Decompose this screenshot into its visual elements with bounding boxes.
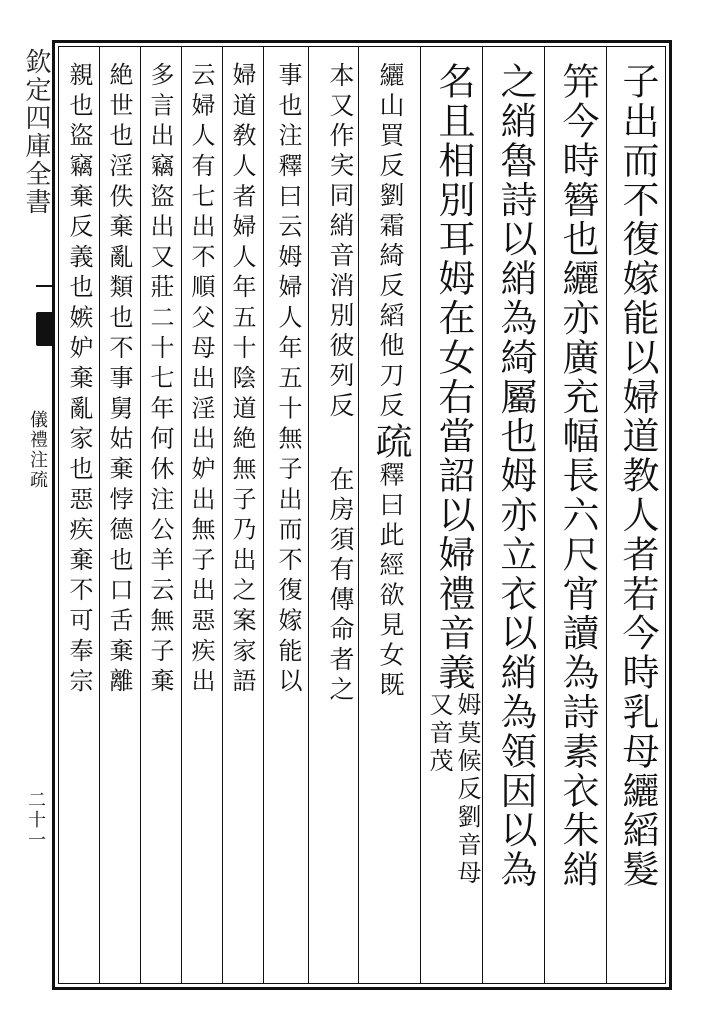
text-column-8: 婦道敎人者婦人年五十陰道絶無子乃出之案家語 bbox=[228, 62, 256, 699]
text-column-6 bbox=[309, 62, 357, 972]
commentary-text: 釋曰此經欲見女既 bbox=[376, 461, 405, 702]
page-margin bbox=[0, 0, 52, 1024]
margin-header: 欽定四庫全書 bbox=[21, 48, 51, 216]
text-column-4 bbox=[421, 62, 481, 972]
main-text: 名且相別耳姆在女右當詔以婦禮音義 bbox=[432, 62, 475, 693]
text-column-3: 之綃魯詩以綃為綺屬也姆亦立衣以綃為領因以為 bbox=[494, 62, 537, 890]
text-column-7: 事也注釋曰云姆婦人年五十無子出而不復嫁能以 bbox=[274, 62, 302, 699]
annotation-text: 本又作宎同綃音消別彼列反 bbox=[326, 62, 355, 422]
text-column-5 bbox=[359, 62, 412, 972]
annotation-pair bbox=[425, 692, 481, 912]
annotation-line-right: 姆莫候反劉 bbox=[453, 692, 481, 833]
text-column-10: 多言出竊盜出又莊二十七年何休注公羊云無子棄 bbox=[146, 62, 174, 699]
text-column-2: 笄今時簪也纚亦廣充幅長六尺宵讀為詩素衣朱綃 bbox=[556, 62, 599, 890]
annotation-line-left: 音母又音茂 bbox=[425, 692, 481, 889]
commentary-text: 在房須有傳命者之 bbox=[326, 466, 355, 706]
margin-book-title: 儀禮注疏 bbox=[27, 410, 48, 490]
column-rule bbox=[606, 46, 607, 984]
text-column-9: 云婦人有七出不順父母出淫出妒出無子出惡疾出 bbox=[187, 62, 215, 699]
text-column-12: 親也盜竊棄反義也嫉妒棄亂家也惡疾棄不可奉宗 bbox=[65, 62, 93, 699]
annotation-text: 纚山買反劉霜綺反縚他刀反 bbox=[376, 62, 405, 422]
commentary-marker: 疏 bbox=[369, 422, 412, 462]
text-column-11: 絶世也淫佚棄亂類也不事舅姑棄悖德也口舌棄離 bbox=[105, 62, 133, 699]
text-column-1: 子出而不復嫁能以婦道教人者若今時乳母纚縚髮 bbox=[616, 62, 659, 890]
margin-folio-number: 二十一 bbox=[25, 790, 46, 850]
